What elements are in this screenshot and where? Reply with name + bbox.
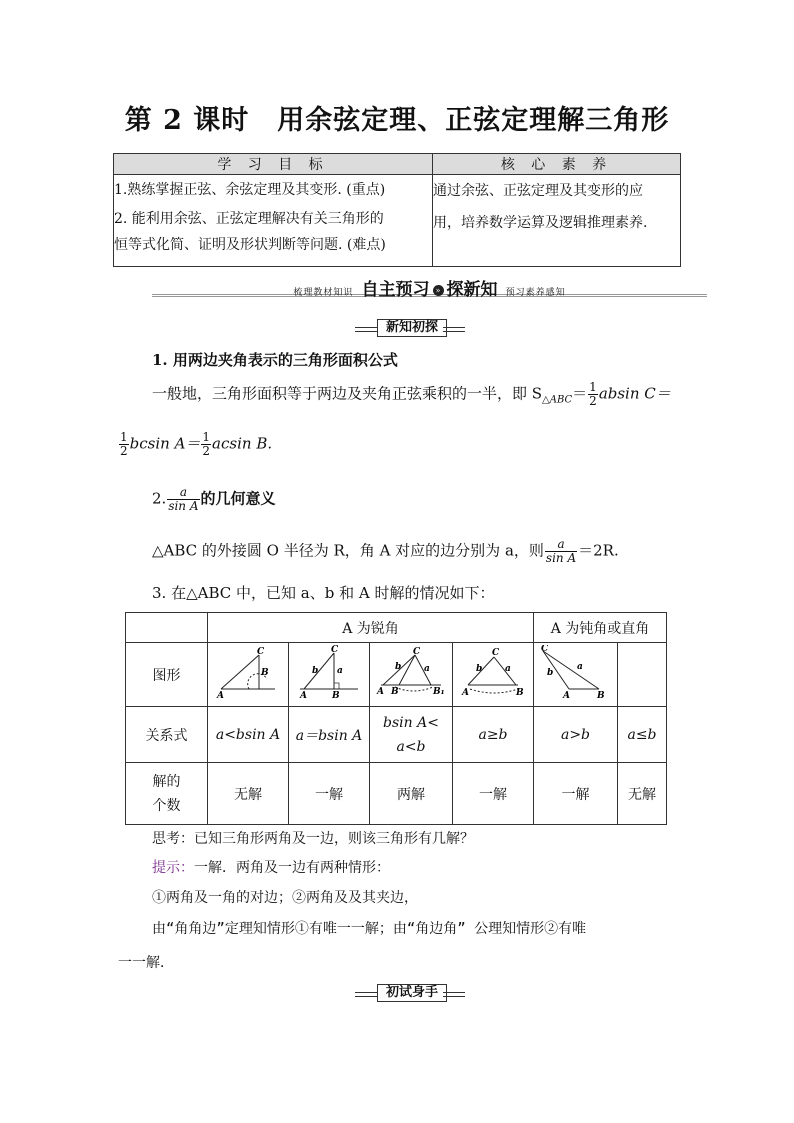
svg-text:b: b xyxy=(546,667,553,678)
banner-main-1: 自主预习 xyxy=(361,280,430,300)
figure-obtuse-none xyxy=(618,643,667,707)
item2-eq: ＝2R. xyxy=(578,541,619,560)
triangle-diagram xyxy=(294,645,364,701)
goal-line: 恒等式化简、证明及形状判断等问题. (难点) xyxy=(114,237,386,253)
fraction-a-sinA xyxy=(167,486,199,513)
item1-formula: bcsin A＝ xyxy=(129,434,201,453)
item1-formula: acsin B. xyxy=(212,434,273,453)
hint-line-3: 由“角角边”定理知情形①有唯一一解；由“角边角” 公理知情形②有唯 xyxy=(152,921,587,937)
svg-text:a: a xyxy=(337,665,343,676)
banner-main-2: 探新知 xyxy=(446,280,498,300)
page-title: 第 2 课时 用余弦定理、正弦定理解三角形 xyxy=(124,105,670,136)
relation-cell: a≥b xyxy=(453,707,534,763)
relation-line: bsin A< xyxy=(383,714,439,731)
tag-bar-left xyxy=(355,327,377,332)
hint-label: 提示： xyxy=(152,860,194,876)
corner-cell xyxy=(126,613,208,643)
item1-heading: 1. 用两边夹角表示的三角形面积公式 xyxy=(152,351,398,369)
triangle-diagram xyxy=(539,645,613,701)
tag-label: 初试身手 xyxy=(377,984,447,1002)
solution-cell: 一解 xyxy=(289,763,370,825)
svg-text:B: B xyxy=(596,690,605,701)
triangle-diagram xyxy=(213,645,283,701)
frac-num: 1 xyxy=(589,380,597,394)
triangle-diagram xyxy=(375,645,447,701)
double-arrow-icon: » xyxy=(433,285,444,296)
figure-one-solution-b xyxy=(453,643,534,707)
tag-bar-right xyxy=(443,992,465,997)
hint-text: 一解．两角及一边有两种情形： xyxy=(194,860,390,876)
svg-text:A: A xyxy=(562,690,570,701)
row-label-figure: 图形 xyxy=(126,643,208,707)
hint-line-4: 一一解． xyxy=(118,955,174,971)
item1-formula: absin C＝ xyxy=(598,384,671,403)
item3-line: 3. 在△ABC 中，已知 a、b 和 A 时解的情况如下： xyxy=(152,584,495,602)
tag-bar-right xyxy=(443,327,465,332)
svg-text:A: A xyxy=(462,687,469,698)
row-label-line: 解的 xyxy=(152,773,181,790)
svg-text:C: C xyxy=(492,647,500,658)
relation-cell: a<bsin A xyxy=(208,707,289,763)
item1-line2 xyxy=(118,431,272,458)
svg-text:C: C xyxy=(413,646,421,657)
svg-text:a: a xyxy=(505,663,511,674)
figure-no-solution xyxy=(208,643,289,707)
goal-line: 1.熟练掌握正弦、余弦定理及其变形. (重点) xyxy=(114,182,386,198)
relation-cell: a≤b xyxy=(618,707,667,763)
goals-cell xyxy=(114,175,433,267)
frac-num: a xyxy=(545,538,577,552)
section-tag-new xyxy=(355,319,465,337)
svg-text:C: C xyxy=(257,646,265,657)
svg-text:B₁: B₁ xyxy=(433,686,445,697)
svg-text:A: A xyxy=(217,690,224,701)
fraction-half xyxy=(201,431,211,458)
goals-header: 学 习 目 标 xyxy=(114,154,433,175)
banner-right-text: 预习素养感知 xyxy=(505,288,566,298)
row-label-solutions xyxy=(126,763,208,825)
svg-text:a: a xyxy=(576,661,583,672)
row-label-line: 个数 xyxy=(152,797,181,814)
figure-obtuse-one xyxy=(534,643,618,707)
item2-line xyxy=(152,538,619,565)
relation-cell xyxy=(370,707,453,763)
solution-cell: 一解 xyxy=(453,763,534,825)
obtuse-header: A 为钝角或直角 xyxy=(534,613,667,643)
item2-num: 2. xyxy=(152,489,167,508)
goal-line: 2. 能利用余弦、正弦定理解决有关三角形的 xyxy=(114,211,384,227)
think-question: 思考：已知三角形两角及一边，则该三角形有几解？ xyxy=(152,831,474,847)
section-banner xyxy=(152,278,707,300)
svg-text:C: C xyxy=(540,644,548,654)
tag-label: 新知初探 xyxy=(377,319,447,337)
svg-text:b: b xyxy=(312,665,319,676)
fraction-half xyxy=(119,431,129,458)
item1-eq: ＝ xyxy=(572,384,588,403)
tag-bar-left xyxy=(355,992,377,997)
goals-table xyxy=(113,153,681,267)
svg-text:B: B xyxy=(332,690,340,701)
svg-text:B: B xyxy=(391,686,399,697)
relation-line: a<b xyxy=(396,738,426,755)
svg-text:A: A xyxy=(377,686,384,697)
item1-line1 xyxy=(152,381,671,411)
svg-text:A: A xyxy=(300,690,307,701)
core-cell xyxy=(433,175,681,267)
frac-den: 2 xyxy=(589,394,597,408)
solution-cell: 一解 xyxy=(534,763,618,825)
frac-num: a xyxy=(167,486,199,500)
solution-cell: 两解 xyxy=(370,763,453,825)
item2-text: △ABC 的外接圆 O 半径为 R，角 A 对应的边分别为 a，则 xyxy=(152,541,544,560)
fraction-a-sinA xyxy=(545,538,577,565)
relation-cell: a>b xyxy=(534,707,618,763)
solution-cell: 无解 xyxy=(618,763,667,825)
subscript: △ABC xyxy=(542,394,573,406)
svg-text:B: B xyxy=(516,687,524,698)
item2-title: 的几何意义 xyxy=(200,489,276,508)
item2-heading xyxy=(152,486,276,513)
hint-line-1 xyxy=(152,857,390,877)
fraction-half xyxy=(588,381,598,408)
frac-den: 2 xyxy=(202,444,211,458)
core-header: 核 心 素 养 xyxy=(433,154,681,175)
hint-line-2: ①两角及一角的对边；②两角及及其夹边， xyxy=(152,890,418,906)
section-tag-try xyxy=(355,984,465,1002)
banner-left-text: 梳理教材知识 xyxy=(293,288,354,298)
svg-text:C: C xyxy=(331,644,339,655)
relation-cell: a＝bsin A xyxy=(289,707,370,763)
svg-text:B: B xyxy=(261,667,269,678)
row-label-relation: 关系式 xyxy=(126,707,208,763)
figure-one-solution xyxy=(289,643,370,707)
solution-cell: 无解 xyxy=(208,763,289,825)
acute-header: A 为锐角 xyxy=(208,613,534,643)
svg-text:a: a xyxy=(424,663,430,674)
frac-num: 1 xyxy=(202,430,211,444)
triangle-diagram xyxy=(458,645,528,701)
frac-den: sin A xyxy=(168,499,199,513)
core-line: 用，培养数学运算及逻辑推理素养. xyxy=(433,215,648,231)
item1-text: 一般地，三角形面积等于两边及夹角正弦乘积的一半，即 S xyxy=(152,384,543,403)
core-line: 通过余弦、正弦定理及其变形的应 xyxy=(433,183,643,199)
frac-den: 2 xyxy=(120,444,128,458)
svg-text:b: b xyxy=(476,663,483,674)
svg-text:b: b xyxy=(395,661,402,672)
cases-table xyxy=(125,612,667,825)
frac-den: sin A xyxy=(545,551,577,565)
frac-num: 1 xyxy=(120,430,128,444)
figure-two-solutions xyxy=(370,643,453,707)
